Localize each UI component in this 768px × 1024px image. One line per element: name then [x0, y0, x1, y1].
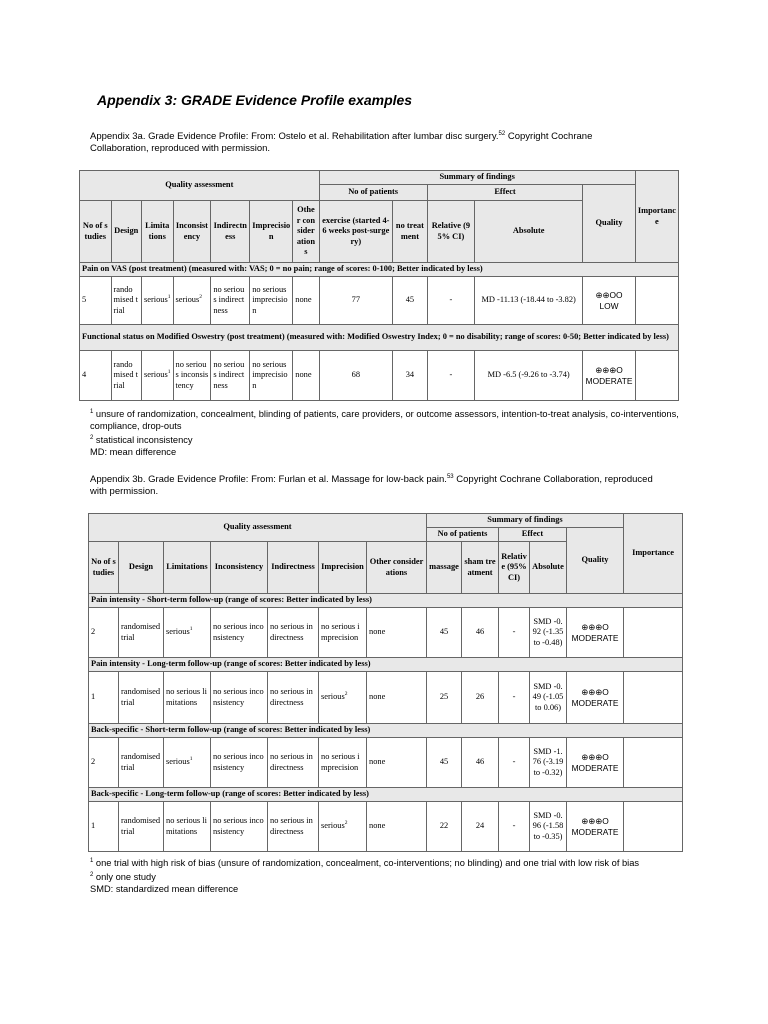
- header-importance: Importance: [624, 514, 683, 594]
- cell-absolute: SMD -0.92 (-1.35 to -0.48): [530, 608, 567, 658]
- footnotes-b: [90, 855, 690, 895]
- footnote-text: statistical inconsistency: [93, 435, 193, 446]
- cell-limitations: [164, 738, 211, 788]
- section-title: Pain intensity - Short-term follow-up (range of scores: Better indicated by less): [89, 594, 683, 608]
- footnote: [90, 855, 690, 869]
- cell-quality: [567, 802, 624, 852]
- header-other-considerations: Other considerations: [367, 542, 427, 594]
- cell-absolute: SMD -1.76 (-3.19 to -0.32): [530, 738, 567, 788]
- footnote-ref: 1: [167, 369, 171, 376]
- cell-limitations: [164, 608, 211, 658]
- table-row: [89, 608, 683, 658]
- cell-relative: -: [499, 738, 530, 788]
- caption-text: Appendix 3b. Grade Evidence Profile: From: Furlan et al. Massage for low-back pain.: [90, 474, 447, 486]
- cell-importance: [624, 672, 683, 724]
- cell-inconsistency: no serious inconsistency: [211, 802, 268, 852]
- appendix-a-caption: [90, 128, 650, 155]
- cell-imprecision: [319, 608, 367, 658]
- table-row: [80, 351, 679, 401]
- footnote: [90, 883, 690, 895]
- cell-studies: 1: [89, 672, 119, 724]
- header-intervention: exercise (started 4-6 weeks post-surgery): [319, 201, 393, 263]
- cell-studies: 2: [89, 608, 119, 658]
- header-inconsistency: Inconsistency: [173, 201, 211, 263]
- table-row: [89, 672, 683, 724]
- cell-text: no serious inconsistency: [175, 359, 209, 390]
- table-row: [80, 277, 679, 325]
- footnote-ref: 2: [344, 691, 348, 698]
- quality-symbols: ⊕⊕⊕O: [595, 365, 623, 375]
- cell-indirectness: no serious indirectness: [211, 351, 250, 401]
- footnote: [90, 446, 690, 458]
- footnote-text: only one study: [93, 872, 156, 883]
- header-design: Design: [111, 201, 141, 263]
- caption-ref: 52: [498, 131, 506, 137]
- cell-absolute: SMD -0.96 (-1.58 to -0.35): [530, 802, 567, 852]
- cell-relative: -: [499, 672, 530, 724]
- quality-label: MODERATE: [571, 697, 619, 708]
- header-indirectness: Indirectness: [211, 201, 250, 263]
- cell-control: 24: [462, 802, 499, 852]
- cell-indirectness: no serious indirectness: [268, 608, 319, 658]
- header-absolute: Absolute: [530, 542, 567, 594]
- header-limitations: Limitations: [141, 201, 173, 263]
- quality-label: MODERATE: [571, 762, 619, 773]
- cell-text: serious: [143, 295, 168, 305]
- page-title: Appendix 3: GRADE Evidence Profile examples: [97, 92, 413, 108]
- header-no-of-studies: No of studies: [80, 201, 112, 263]
- cell-inconsistency: [173, 351, 211, 401]
- cell-relative: -: [427, 351, 474, 401]
- grade-table-a: [79, 170, 679, 401]
- footnote: [90, 432, 690, 446]
- cell-text: no serious limitations: [166, 816, 207, 836]
- header-quality-assessment: Quality assessment: [80, 171, 320, 201]
- section-title: Functional status on Modified Oswestry (post treatment) (measured with: Modified Oswestry Index; 0 = no disability; range of scores: 0-50; Better indicated by less): [80, 325, 679, 351]
- cell-inconsistency: [173, 277, 211, 325]
- cell-indirectness: no serious indirectness: [211, 277, 250, 325]
- caption-tail: Copyright Cochrane Collaboration, reproduced with permission.: [90, 474, 653, 498]
- footnote-text: one trial with high risk of bias (unsure of randomization, concealment, co-interventions; no blinding) and one trial with low risk of bias: [93, 858, 640, 869]
- cell-control: 26: [462, 672, 499, 724]
- quality-symbols: ⊕⊕⊕O: [581, 687, 609, 697]
- cell-limitations: [141, 277, 173, 325]
- footnote-ref: 1: [189, 756, 193, 763]
- cell-quality: [567, 608, 624, 658]
- header-imprecision: Imprecision: [319, 542, 367, 594]
- caption-tail: Copyright Cochrane Collaboration, reproduced with permission.: [90, 131, 593, 155]
- cell-importance: [624, 608, 683, 658]
- header-effect: Effect: [499, 528, 567, 542]
- quality-symbols: ⊕⊕⊕O: [581, 752, 609, 762]
- cell-absolute: MD -11.13 (-18.44 to -3.82): [475, 277, 583, 325]
- cell-imprecision: no serious imprecision: [250, 351, 293, 401]
- cell-quality: [583, 351, 636, 401]
- header-control: no treatment: [393, 201, 428, 263]
- header-no-of-patients: No of patients: [427, 528, 499, 542]
- cell-quality: [583, 277, 636, 325]
- cell-text: no serious imprecision: [321, 752, 360, 772]
- footnote-text: MD: mean difference: [90, 447, 177, 458]
- cell-other: none: [367, 672, 427, 724]
- footnote-ref: 2: [199, 294, 202, 301]
- cell-imprecision: [319, 738, 367, 788]
- cell-control: 46: [462, 608, 499, 658]
- section-title: Pain on VAS (post treatment) (measured with: VAS; 0 = no pain; range of scores: 0-100; Better indicated by less): [80, 263, 679, 277]
- cell-other: none: [367, 802, 427, 852]
- quality-symbols: ⊕⊕⊕O: [581, 622, 609, 632]
- cell-text: serious: [143, 370, 168, 380]
- cell-indirectness: no serious indirectness: [268, 672, 319, 724]
- header-design: Design: [119, 542, 164, 594]
- cell-relative: -: [427, 277, 474, 325]
- quality-label: MODERATE: [571, 632, 619, 643]
- cell-other: none: [293, 351, 319, 401]
- cell-relative: -: [499, 608, 530, 658]
- header-quality: Quality: [583, 185, 636, 263]
- cell-intervention: 45: [427, 608, 462, 658]
- cell-text: serious: [175, 295, 200, 305]
- cell-other: none: [367, 738, 427, 788]
- footnote-ref: 2: [344, 820, 348, 827]
- table-row: [89, 738, 683, 788]
- footnote-mark: 1: [90, 858, 94, 864]
- cell-imprecision: [319, 802, 367, 852]
- quality-label: MODERATE: [571, 826, 619, 837]
- header-effect: Effect: [427, 185, 583, 201]
- cell-importance: [624, 802, 683, 852]
- cell-text: serious: [166, 627, 190, 637]
- header-no-of-patients: No of patients: [319, 185, 427, 201]
- footnote: [90, 406, 690, 432]
- cell-intervention: 22: [427, 802, 462, 852]
- cell-text: no serious imprecision: [321, 622, 360, 642]
- header-absolute: Absolute: [475, 201, 583, 263]
- cell-control: 34: [393, 351, 428, 401]
- header-control: sham treatment: [462, 542, 499, 594]
- cell-indirectness: no serious indirectness: [268, 738, 319, 788]
- section-title: Pain intensity - Long-term follow-up (range of scores: Better indicated by less): [89, 658, 683, 672]
- quality-symbols: ⊕⊕OO: [595, 290, 623, 300]
- footnotes-a: [90, 406, 690, 458]
- cell-inconsistency: no serious inconsistency: [211, 672, 268, 724]
- caption-text: Appendix 3a. Grade Evidence Profile: From: Ostelo et al. Rehabilitation after lumbar disc surgery.: [90, 131, 499, 143]
- cell-indirectness: no serious indirectness: [268, 802, 319, 852]
- quality-label: LOW: [599, 300, 619, 311]
- header-other-considerations: Other considerations: [293, 201, 319, 263]
- footnote-ref: 1: [167, 294, 171, 301]
- cell-design: randomised trial: [119, 608, 164, 658]
- cell-importance: [635, 351, 678, 401]
- cell-control: 46: [462, 738, 499, 788]
- cell-absolute: MD -6.5 (-9.26 to -3.74): [475, 351, 583, 401]
- footnote-ref: 1: [189, 626, 193, 633]
- cell-inconsistency: no serious inconsistency: [211, 608, 268, 658]
- header-relative: Relative (95% CI): [499, 542, 530, 594]
- header-limitations: Limitations: [164, 542, 211, 594]
- cell-inconsistency: no serious inconsistency: [211, 738, 268, 788]
- cell-limitations: [141, 351, 173, 401]
- cell-importance: [635, 277, 678, 325]
- section-title: Back-specific - Long-term follow-up (range of scores: Better indicated by less): [89, 788, 683, 802]
- caption-ref: 53: [446, 474, 454, 480]
- cell-importance: [624, 738, 683, 788]
- cell-intervention: 25: [427, 672, 462, 724]
- header-relative: Relative (95% CI): [427, 201, 474, 263]
- header-inconsistency: Inconsistency: [211, 542, 268, 594]
- cell-intervention: 45: [427, 738, 462, 788]
- cell-intervention: 77: [319, 277, 393, 325]
- cell-quality: [567, 672, 624, 724]
- section-title: Back-specific - Short-term follow-up (range of scores: Better indicated by less): [89, 724, 683, 738]
- cell-studies: 5: [80, 277, 112, 325]
- cell-design: randomised trial: [119, 672, 164, 724]
- header-no-of-studies: No of studies: [89, 542, 119, 594]
- quality-label: MODERATE: [585, 375, 633, 386]
- header-summary-of-findings: Summary of findings: [319, 171, 635, 185]
- footnote-mark: 2: [90, 435, 94, 442]
- cell-studies: 2: [89, 738, 119, 788]
- cell-relative: -: [499, 802, 530, 852]
- cell-limitations: [164, 802, 211, 852]
- footnote-text: SMD: standardized mean difference: [90, 884, 239, 895]
- header-quality-assessment: Quality assessment: [89, 514, 427, 542]
- cell-quality: [567, 738, 624, 788]
- header-intervention: massage: [427, 542, 462, 594]
- cell-design: randomised trial: [111, 277, 141, 325]
- cell-imprecision: no serious imprecision: [250, 277, 293, 325]
- cell-intervention: 68: [319, 351, 393, 401]
- header-indirectness: Indirectness: [268, 542, 319, 594]
- header-importance: Importance: [635, 171, 678, 263]
- footnote: [90, 869, 690, 883]
- header-imprecision: Imprecision: [250, 201, 293, 263]
- cell-text: serious: [166, 757, 190, 767]
- cell-text: serious: [321, 692, 345, 702]
- cell-control: 45: [393, 277, 428, 325]
- cell-absolute: SMD -0.49 (-1.05 to 0.06): [530, 672, 567, 724]
- cell-text: no serious limitations: [166, 687, 207, 707]
- cell-design: randomised trial: [119, 738, 164, 788]
- footnote-mark: 1: [90, 409, 94, 415]
- header-quality: Quality: [567, 528, 624, 594]
- cell-studies: 1: [89, 802, 119, 852]
- footnote-mark: 2: [90, 872, 94, 879]
- header-summary-of-findings: Summary of findings: [427, 514, 624, 528]
- appendix-b-caption: [90, 471, 655, 498]
- cell-text: serious: [321, 821, 345, 831]
- footnote-text: unsure of randomization, concealment, blinding of patients, care providers, or outcome assessors, intention-to-treat analysis, co-interventions, compliance, drop-outs: [90, 409, 679, 432]
- table-row: [89, 802, 683, 852]
- cell-design: randomised trial: [111, 351, 141, 401]
- cell-other: none: [293, 277, 319, 325]
- cell-imprecision: [319, 672, 367, 724]
- cell-studies: 4: [80, 351, 112, 401]
- cell-limitations: [164, 672, 211, 724]
- cell-design: randomised trial: [119, 802, 164, 852]
- cell-other: none: [367, 608, 427, 658]
- quality-symbols: ⊕⊕⊕O: [581, 816, 609, 826]
- grade-table-b: [88, 513, 683, 852]
